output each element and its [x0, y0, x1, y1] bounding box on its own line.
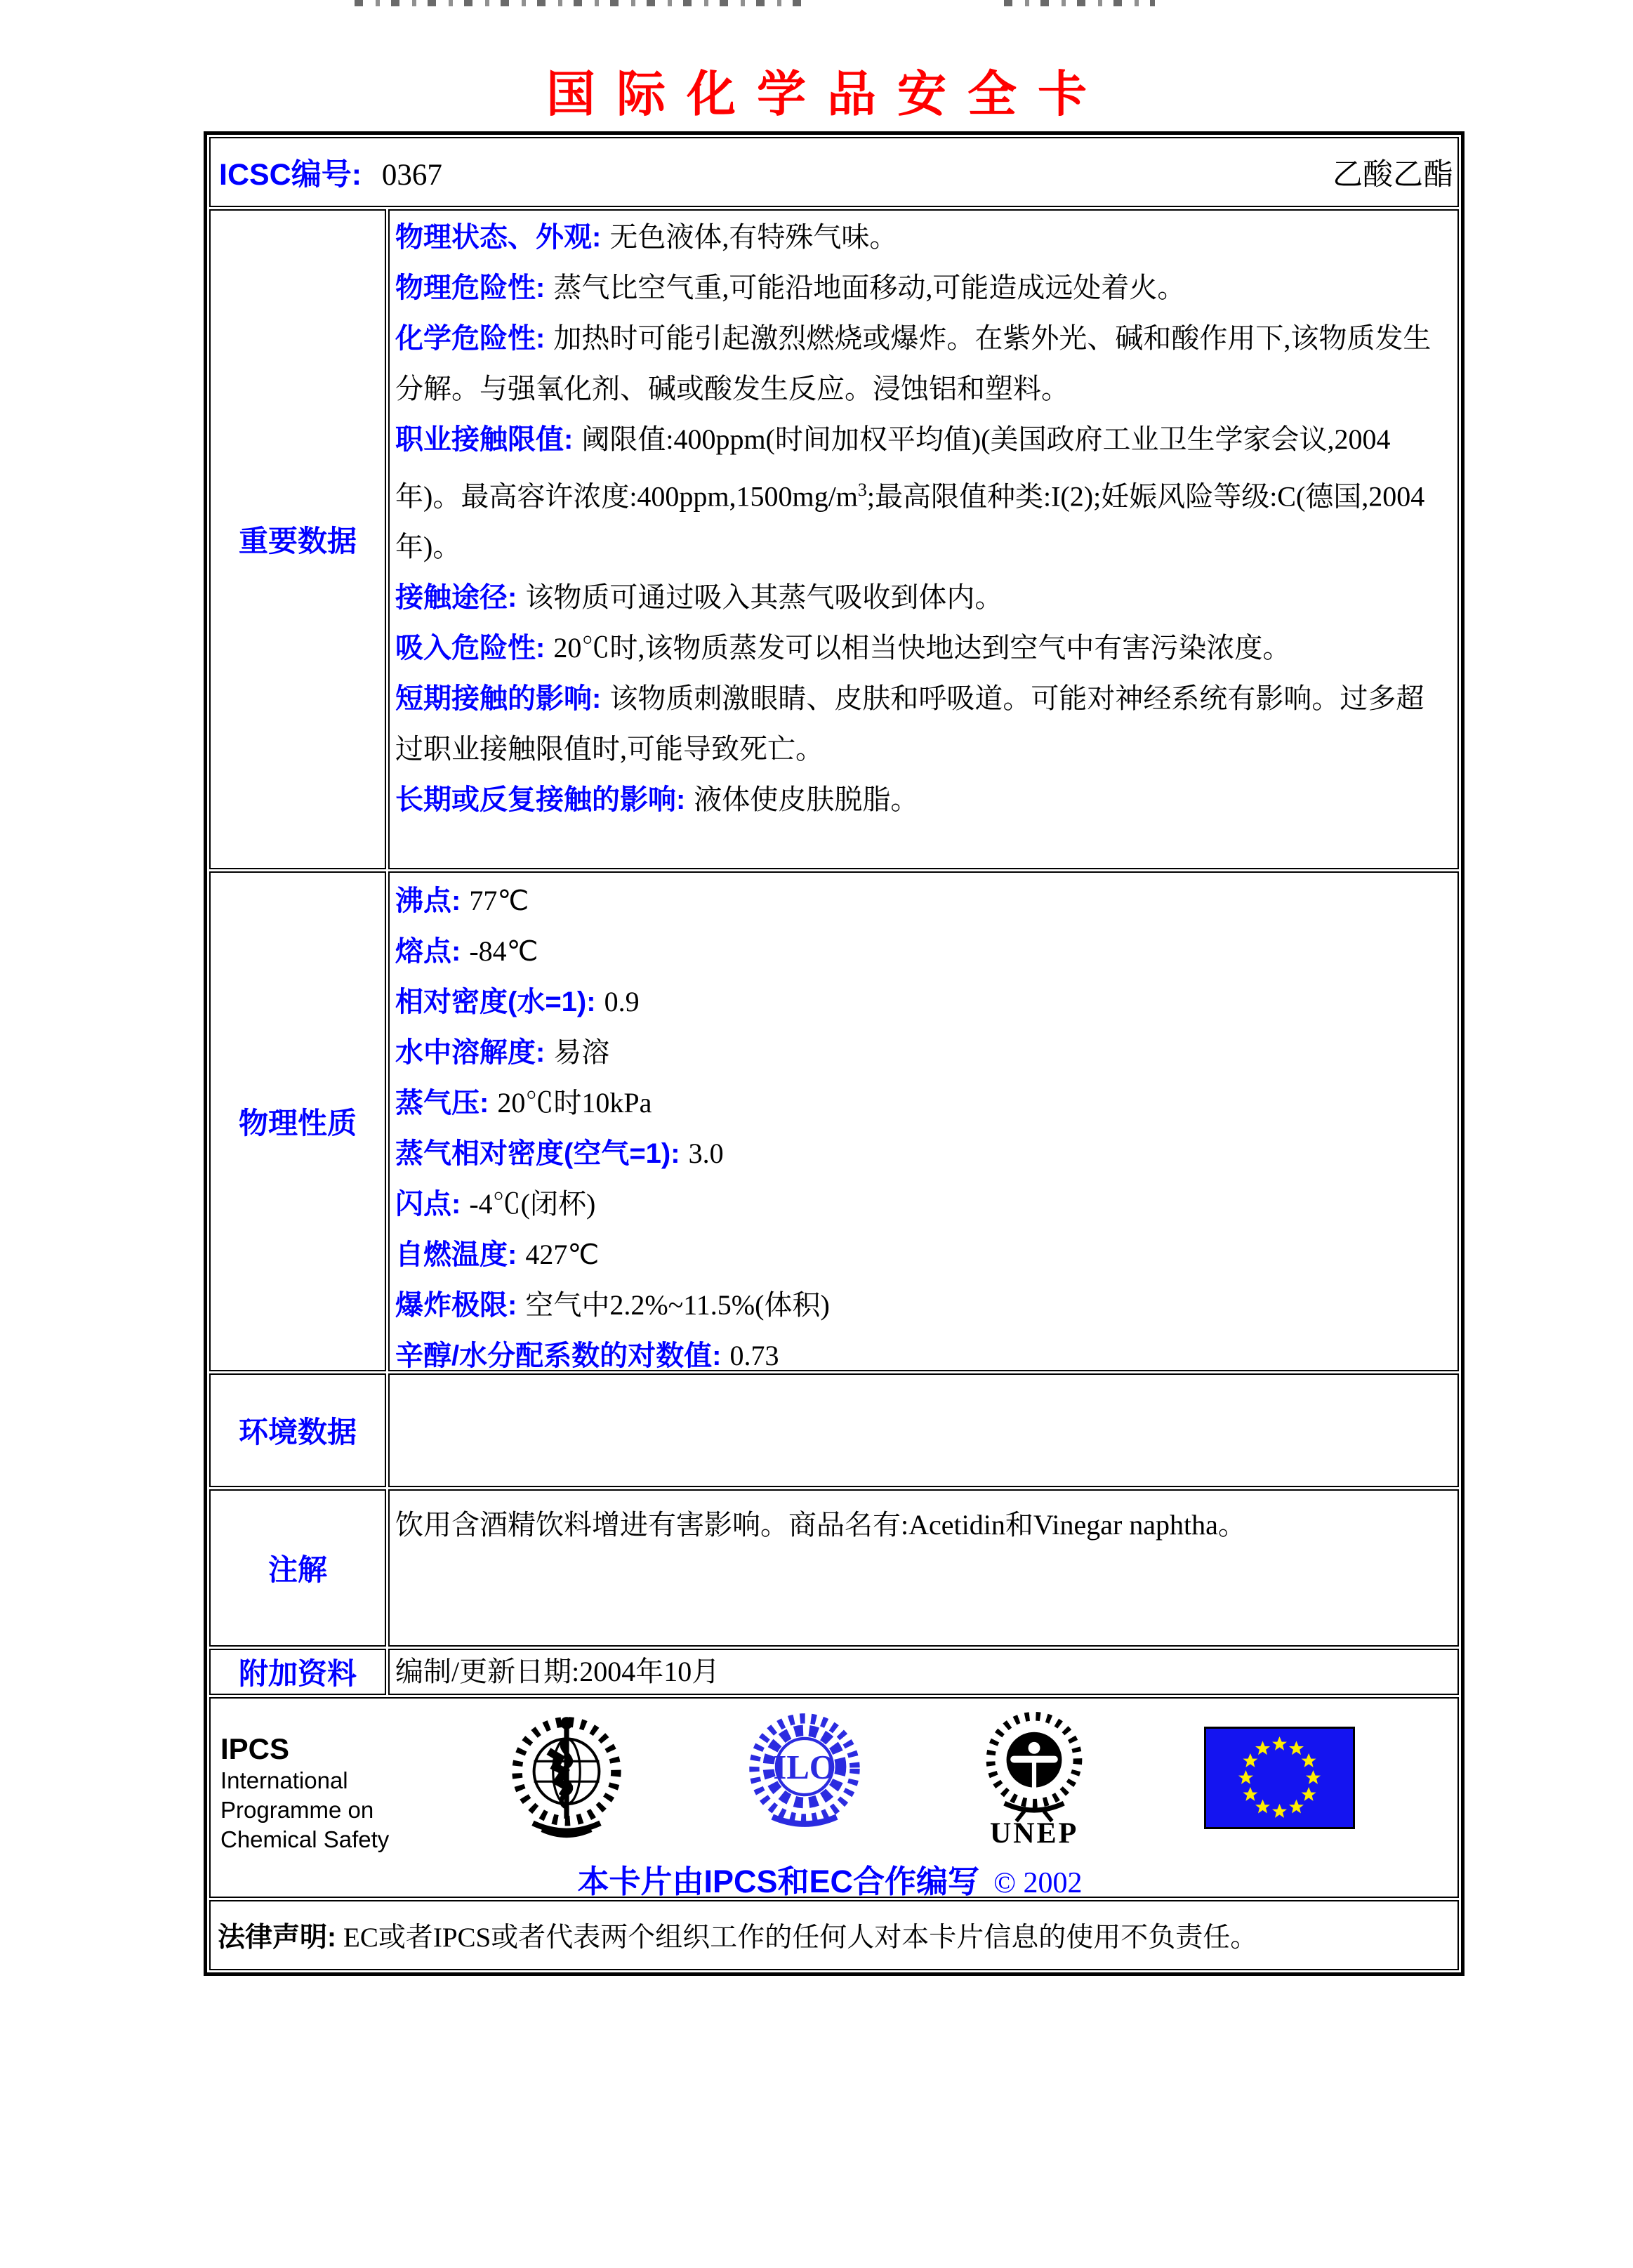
- row-notes: [209, 1489, 1459, 1647]
- section-label-important-data: 重要数据: [209, 209, 386, 869]
- superscript: 3: [857, 480, 867, 500]
- section-label-physical-properties: 物理性质: [209, 871, 386, 1371]
- data-line: [395, 572, 1449, 623]
- field-label: 爆炸极限:: [395, 1290, 517, 1321]
- row-logos: [209, 1697, 1459, 1898]
- important-data-content: [388, 209, 1459, 869]
- data-line: [395, 1027, 1449, 1078]
- caption-text: 本卡片由IPCS和EC合作编写: [577, 1864, 980, 1899]
- data-line: [395, 673, 1449, 774]
- environmental-data-content: [388, 1373, 1459, 1487]
- unep-emblem-icon: [974, 1708, 1094, 1849]
- field-label: 吸入危险性:: [395, 633, 546, 664]
- icsc-number-value: 0367: [381, 158, 442, 192]
- field-label: 水中溶解度:: [395, 1037, 546, 1068]
- notes-content: [388, 1489, 1459, 1647]
- field-label: 物理状态、外观:: [395, 222, 602, 253]
- field-value: 加热时可能引起激烈燃烧或爆炸。在紫外光、碱和酸作用下,该物质发生分解。与强氧化剂、碱或酸发生反应。浸蚀铝和塑料。: [395, 322, 1432, 404]
- logos-caption: [220, 1856, 1439, 1901]
- row-important-data: [209, 209, 1459, 869]
- header-row: [209, 137, 1459, 207]
- ipcs-name-line: Chemical Safety: [220, 1826, 390, 1852]
- field-value: 液体使皮肤脱脂。: [694, 784, 919, 816]
- field-label: 辛醇/水分配系数的对数值:: [395, 1340, 722, 1371]
- unep-letters: UNEP: [990, 1817, 1079, 1849]
- ipcs-acronym: IPCS: [220, 1732, 290, 1765]
- data-line: [395, 926, 1449, 977]
- field-label: 自燃温度:: [395, 1239, 517, 1270]
- ipcs-name-line: Programme on: [220, 1797, 374, 1823]
- field-label: 闪点:: [395, 1189, 461, 1220]
- legal-label: 法律声明:: [218, 1923, 336, 1953]
- caption-copyright: © 2002: [993, 1867, 1083, 1899]
- clipped-page-top-text-artifact: [1004, 0, 1155, 6]
- logos-cell: [209, 1697, 1459, 1898]
- field-label: 化学危险性:: [395, 323, 546, 354]
- field-value: 无色液体,有特殊气味。: [609, 221, 898, 253]
- data-line: [395, 263, 1449, 313]
- row-physical-properties: [209, 871, 1459, 1371]
- additional-info-text: 编制/更新日期:2004年10月: [395, 1656, 720, 1687]
- data-line: [395, 774, 1449, 825]
- field-value: 该物质刺激眼睛、皮肤和呼吸道。可能对神经系统有影响。过多超过职业接触限值时,可能导致死亡。: [395, 683, 1424, 765]
- field-label: 蒸气压:: [395, 1088, 489, 1119]
- field-value: 易溶: [553, 1036, 610, 1068]
- field-value: 该物质可通过吸入其蒸气吸收到体内。: [525, 581, 1003, 614]
- data-line: [395, 977, 1449, 1027]
- field-value: 77℃: [469, 885, 529, 916]
- section-label-additional-info: 附加资料: [209, 1649, 386, 1695]
- section-label-notes: 注解: [209, 1489, 386, 1647]
- section-label-environmental-data: 环境数据: [209, 1373, 386, 1487]
- field-value: 蒸气比空气重,可能沿地面移动,可能造成远处着火。: [553, 272, 1186, 303]
- ilo-emblem-icon: [744, 1708, 865, 1839]
- header-cell: [209, 137, 1459, 207]
- ilo-letters: ILO: [773, 1748, 836, 1787]
- data-line: [395, 623, 1449, 673]
- field-value: 空气中2.2%~11.5%(体积): [525, 1289, 830, 1321]
- field-label: 相对密度(水=1):: [395, 987, 596, 1017]
- ipcs-name-line: International: [220, 1767, 348, 1793]
- document-title: 国际化学品安全卡: [546, 67, 1108, 121]
- who-emblem-icon: [499, 1708, 634, 1850]
- chemical-name: 乙酸乙酯: [1333, 158, 1453, 192]
- additional-info-content: [388, 1649, 1459, 1695]
- field-value: 20℃时10kPa: [497, 1087, 652, 1119]
- legal-cell: [209, 1900, 1459, 1970]
- row-additional-info: [209, 1649, 1459, 1695]
- data-line: [395, 313, 1449, 414]
- field-label: 长期或反复接触的影响:: [395, 784, 686, 816]
- data-line: [395, 1179, 1449, 1229]
- field-label: 物理危险性:: [395, 272, 546, 303]
- icsc-card-table: [204, 131, 1465, 1976]
- icsc-number-group: [219, 151, 442, 194]
- data-line: [395, 1078, 1449, 1128]
- field-label: 熔点:: [395, 936, 461, 967]
- data-line: [395, 1331, 1449, 1371]
- field-value: 3.0: [688, 1138, 724, 1169]
- row-environmental-data: [209, 1373, 1459, 1487]
- eu-flag-icon: [1204, 1727, 1355, 1829]
- logos-strip: [220, 1708, 1439, 1854]
- field-label: 沸点:: [395, 885, 461, 916]
- field-label: 蒸气相对密度(空气=1):: [395, 1138, 680, 1169]
- field-value: 20℃时,该物质蒸发可以相当快地达到空气中有害污染浓度。: [553, 632, 1291, 664]
- field-value: -84℃: [469, 935, 538, 967]
- row-legal-notice: [209, 1900, 1459, 1970]
- data-line: [395, 1229, 1449, 1280]
- ipcs-wordmark: [220, 1708, 389, 1854]
- icsc-number-label: ICSC编号:: [219, 157, 362, 192]
- data-line: [395, 414, 1449, 572]
- data-line: [395, 1128, 1449, 1179]
- data-line: [395, 212, 1449, 263]
- field-value: 427℃: [525, 1239, 600, 1270]
- field-label: 接触途径:: [395, 582, 517, 614]
- field-value: 0.9: [604, 986, 640, 1017]
- field-label: 职业接触限值:: [395, 424, 574, 455]
- notes-text: 饮用含酒精饮料增进有害影响。商品名有:Acetidin和Vinegar naphtha。: [395, 1509, 1246, 1541]
- field-value: ;最高限值种类:I(2);妊娠风险等级:C(德国,2004年)。: [395, 480, 1425, 563]
- data-line: [395, 1280, 1449, 1331]
- field-value: -4℃(闭杯): [469, 1188, 596, 1220]
- legal-text: EC或者IPCS或者代表两个组织工作的任何人对本卡片信息的使用不负责任。: [343, 1923, 1258, 1953]
- field-label: 短期接触的影响:: [395, 683, 602, 715]
- clipped-page-top-text-artifact: [355, 0, 807, 6]
- field-value: 阈限值:400ppm(时间加权平均值)(美国政府工业卫生学家会议,2004年)。最高容许浓度:400ppm,1500mg/m: [395, 423, 1391, 513]
- physical-properties-content: [388, 871, 1459, 1371]
- data-line: [395, 876, 1449, 926]
- field-value: 0.73: [729, 1340, 779, 1371]
